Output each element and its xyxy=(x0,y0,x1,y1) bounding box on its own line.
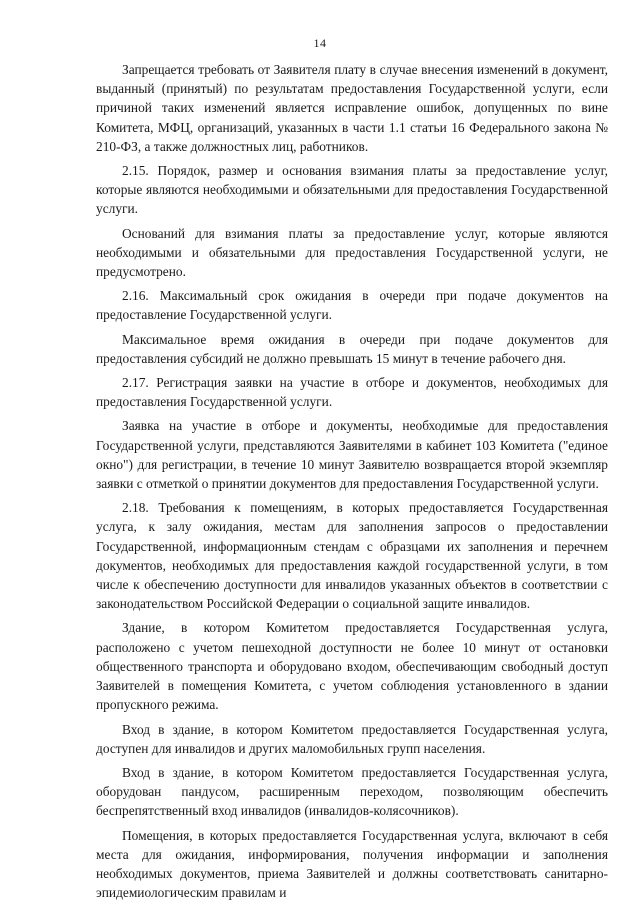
paragraph-2-17-heading: 2.17. Регистрация заявки на участие в отборе и документов, необходимых для предоставления Государственной услуги. xyxy=(96,375,608,410)
paragraph-accessible-entrance: Вход в здание, в котором Комитетом предоставляется Государственная услуга, доступен для инвалидов и других маломобильных групп населения. xyxy=(96,721,608,756)
paragraph-max-wait-time: Максимальное время ожидания в очереди при подаче документов для предоставления субсидий не должно превышать 15 минут в течение рабочего дня. xyxy=(96,331,608,366)
paragraph-building-location: Здание, в котором Комитетом предоставляется Государственная услуга, расположено с учетом пешеходной доступности не более 10 минут от остановки общественного транспорта и оборудовано входом, обеспечивающим свободный доступ Заявителей в помещения Комитета, с учетом соблюдения установленного в здании пропускного режима. xyxy=(96,620,608,713)
paragraph-2-16-heading: 2.16. Максимальный срок ожидания в очереди при подаче документов на предоставление Государственной услуги. xyxy=(96,288,608,323)
paragraph-premises-requirements: Помещения, в которых предоставляется Государственная услуга, включают в себя места для ожидания, информирования, получения информации и заполнения необходимых документов, приема Заявителей и должны соответствовать санитарно-эпидемиологическим правилам и xyxy=(96,827,608,901)
paragraph-2-18-heading: 2.18. Требования к помещениям, в которых предоставляется Государственная услуга, к залу ожидания, местам для заполнения запросов о предоставлении Государственной, информационным стендам с образцами их заполнения и перечнем документов, необходимых для предоставления каждой государственной услуги, в том числе к обеспечению доступности для инвалидов указанных объектов в соответствии с законодательством Российской Федерации о социальной защите инвалидов. xyxy=(96,500,608,612)
paragraph-ramp-entrance: Вход в здание, в котором Комитетом предоставляется Государственная услуга, оборудован пандусом, расширенным переходом, позволяющим обеспечить беспрепятственный вход инвалидов (инвалидов-колясочников). xyxy=(96,764,608,819)
paragraph-registration: Заявка на участие в отборе и документы, необходимые для предоставления Государственной услуги, представляются Заявителями в кабинет 103 Комитета ("единое окно") для регистрации, в течение 10 минут Заявителю возвращается второй экземпляр заявки с отметкой о принятии документов для предоставления Государственной услуги. xyxy=(96,418,608,492)
paragraph-fee-prohibition: Запрещается требовать от Заявителя плату в случае внесения изменений в документ, выданный (принятый) по результатам предоставления Государственной услуги, если причиной таких изменений является исправление ошибок, допущенных по вине Комитета, МФЦ, организаций, указанных в части 1.1 статьи 16 Федерального закона № 210-ФЗ, а также должностных лиц, работников. xyxy=(96,62,608,154)
document-body xyxy=(96,60,608,907)
paragraph-2-15-heading: 2.15. Порядок, размер и основания взимания платы за предоставление услуг, которые являются необходимыми и обязательными для предоставления Государственной услуги. xyxy=(96,163,608,217)
page-number: 14 xyxy=(313,36,327,50)
paragraph-no-fee-grounds: Оснований для взимания платы за предоставление услуг, которые являются необходимыми и обязательными для предоставления Государственной услуги, не предусмотрено. xyxy=(96,225,608,280)
